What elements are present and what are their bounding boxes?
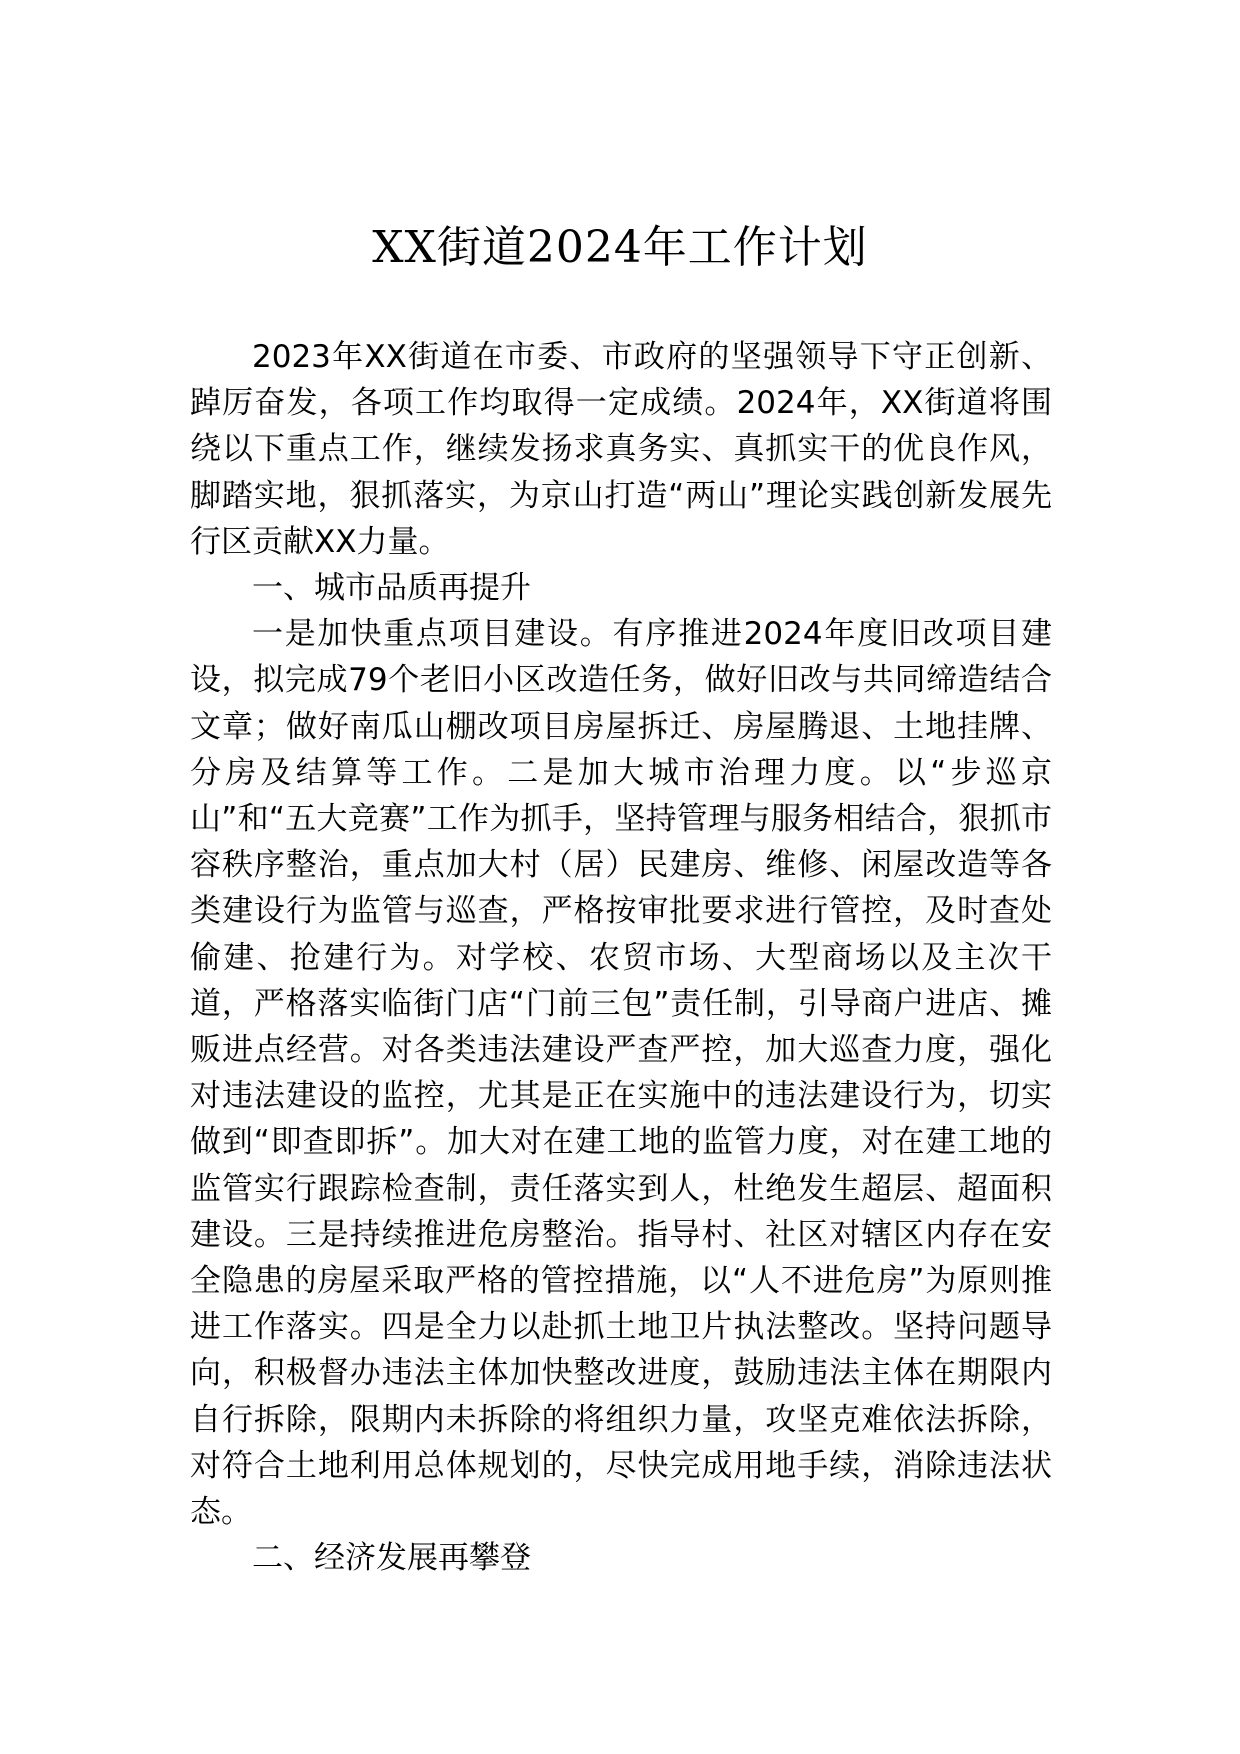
section-heading-1: 一、城市品质再提升 xyxy=(252,570,531,607)
document-title: XX街道2024年工作计划 xyxy=(372,222,868,273)
document-body xyxy=(190,334,1052,1581)
section-heading-2: 二、经济发展再攀登 xyxy=(252,1540,531,1577)
section-1-paragraph: 一是加快重点项目建设。有序推进2024年度旧改项目建设，拟完成79个老旧小区改造任务，做好旧改与共同缔造结合文章；做好南瓜山棚改项目房屋拆迁、房屋腾退、土地挂牌、分房及结算等工作。二是加大城市治理力度。以“步巡京山”和“五大竞赛”工作为抓手，坚持管理与服务相结合，狠抓市容秩序整治，重点加大村（居）民建房、维修、闲屋改造等各类建设行为监管与巡查，严格按审批要求进行管控，及时查处偷建、抢建行为。对学校、农贸市场、大型商场以及主次干道，严格落实临街门店“门前三包”责任制，引导商户进店、摊贩进点经营。对各类违法建设严查严控，加大巡查力度，强化对违法建设的监控，尤其是正在实施中的违法建设行为，切实做到“即查即拆”。加大对在建工地的监管力度，对在建工地的监管实行跟踪检查制，责任落实到人，杜绝发生超层、超面积建设。三是持续推进危房整治。指导村、社区对辖区内存在安全隐患的房屋采取严格的管控措施，以“人不进危房”为原则推进工作落实。四是全力以赴抓土地卫片执法整改。坚持问题导向，积极督办违法主体加快整改进度，鼓励违法主体在期限内自行拆除，限期内未拆除的将组织力量，攻坚克难依法拆除，对符合土地利用总体规划的，尽快完成用地手续，消除违法状态。 xyxy=(190,616,1052,1531)
intro-paragraph: 2023年XX街道在市委、市政府的坚强领导下守正创新、踔厉奋发，各项工作均取得一定成绩。2024年，XX街道将围绕以下重点工作，继续发扬求真务实、真抓实干的优良作风，脚踏实地，狠抓落实，为京山打造“两山”理论实践创新发展先行区贡献XX力量。 xyxy=(190,339,1052,560)
